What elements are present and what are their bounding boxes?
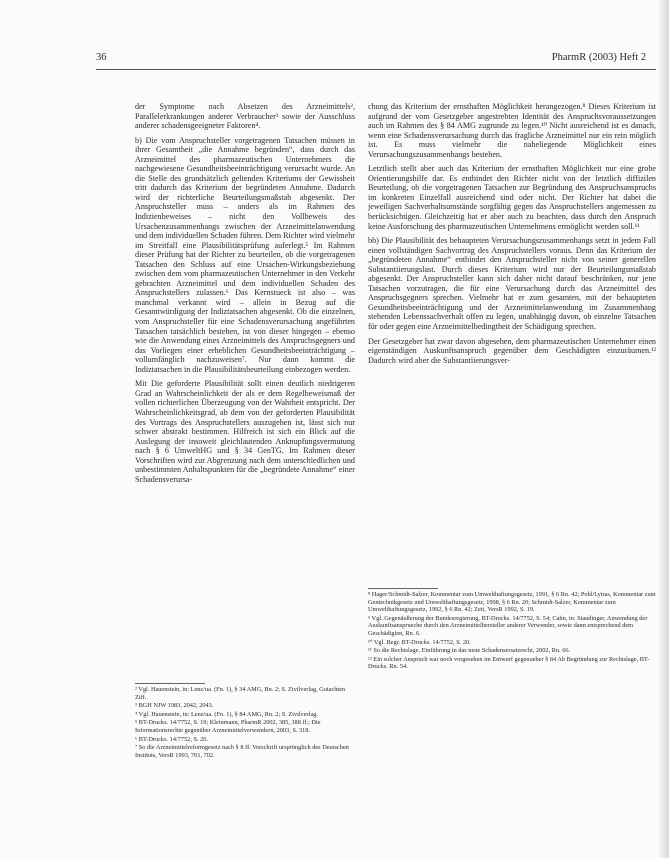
footnote: ⁵ BT-Drucks. 14/7752, S. 19; Kleinmann, PharmR 2002, 385, 388 ff.; Die Informationsrechte gegenüber Arzneimittelverwendern, 2003, S. 318. bbox=[135, 719, 321, 734]
footnote-divider-left bbox=[135, 683, 205, 684]
footnote: ⁹ Vgl. Gegenäußerung der Bundesregierung, BT-Drucks. 14/7752, S. 54; Cahn, in: Staudinger, Anwendung der Auskunftsansprueche durch den Arzneimittelhersteller anderer Verwender, sowie dann entsprechend dem Geschädigten, Rn. 6. bbox=[368, 614, 648, 637]
footnote: ⁸ Hager/Schmidt-Salzer, Kommentar zum Umwelthaftungsgesetz, 1991, § 6 Rn. 42; Pohl/Lytras, Kommentar zum Gentechnikgesetz und Umwelthaftungsgesetz, 1998, § 6 Rn. 20; Schmidt-Salzer, Kommentar zum Umwelthaftungsgesetz, 1992, § 6 Rn. 42; Zeit, VersR 1992, S. 19. bbox=[368, 591, 656, 614]
footnotes-right bbox=[368, 591, 656, 741]
paragraph: Letztlich stellt aber auch das Kriterium der ernsthaften Möglichkeit nur eine grobe Orientierungshilfe dar. Es entbindet den Richter nicht von der letztlich diffizilen Beurteilung, ob die vorgetragenen Tatsachen zur Begründung des Anspruchsanspruchs im konkreten Einzelfall ausreichend sind oder nicht. Der Richter hat dabei die jeweiligen Sachverhaltsumstände sorgfältig gegen das Anspruchstellers angemessen zu berücksichtigen. Gleichzeitig hat er aber auch zu beachten, dass durch den Anspruch keine Ausforschung des pharmazeutischen Unternehmens ermöglicht werden soll.¹¹ bbox=[368, 164, 656, 231]
running-header bbox=[96, 52, 656, 68]
page-number: 36 bbox=[96, 52, 107, 63]
footnote: ³ BGH NJW 1983, 2042, 2043. bbox=[135, 702, 214, 710]
footnote: ⁶ BT-Drucks. 14/7752, S. 20. bbox=[135, 735, 208, 743]
paragraph: der Symptome nach Absetzen des Arzneimittels², Parallelerkrankungen anderer Verbraucher³ sowie der Ausschluss anderer schadensgeeigneter Faktoren⁴. bbox=[135, 102, 355, 131]
paragraph: Mit Die geforderte Plausibilität sollt einen deutlich niedrigeren Grad an Wahrscheinlichkeit der als er dem Regelbeweismaß der vollen richterlichen Überzeugung von der Wahrheit entspricht. Der Wahrscheinlichkeitsgrad, ab dem von der geforderten Plausibilität des Vortrags des Anspruchstellers auszugehen ist, lässt sich nur schwer abstrakt bestimmen. Hilfreich ist sich ein Blick auf die Auslegung der insoweit gleichlautenden Anknupfungsvermutung nach § 6 UmweltHG und § 34 GenTG. Im Rahmen dieser Vorschriften wird zur Abgrenzung nach dem unterschiedlichen und unbestimmten Anhaltspunkten für die „begründete Annahme“ einer Schadensverursa- bbox=[135, 379, 355, 484]
footnote: ⁴ Vgl. Hauenstein, in: Lenz/ua. (Fn. 1), § 84 AMG, Rn. 2; S. Zivilverlag. bbox=[135, 710, 318, 718]
paragraph: chung das Kriterium der ernsthaften Möglichkeit herangezogen.⁸ Dieses Kriterium ist aufgrund der vom Gesetzgeber angestrebten Identität des Anspruchsvoraussetzungen auch im Rahmen des § 84 AMG zugrunde zu legen.¹⁰ Nicht ausreichend ist es danach, wenn eine Schadensverursachung durch das fragliche Arzneimittel nur ein rein möglich ist. Es muss vielmehr die naheliegende Möglichkeit eines Verursachungszusammenhangs bestehen. bbox=[368, 102, 656, 159]
page-edge-shadow bbox=[657, 0, 669, 858]
footnote-divider-right bbox=[368, 588, 438, 589]
footnote: ² Vgl. Hauenstein, in: Lenz/ua. (Fn. 1), § 34 AMG, Rn. 2; S. Zivilverlag, Gutachten Ziff. bbox=[135, 686, 346, 701]
footnote: ¹⁰ Vgl. Begr. BT-Drucks. 14/7752, S. 20. bbox=[368, 638, 471, 646]
journal-reference: PharmR (2003) Heft 2 bbox=[551, 52, 646, 63]
header-rule bbox=[96, 69, 656, 70]
footnotes-left bbox=[135, 686, 355, 826]
footnote: ¹² Ein solcher Anspruch war noch vorgesehen im Entwurf gegenueber § 84 Ab Begründung zur Rechtslage, BT-Drucks. Rn. 54. bbox=[368, 655, 650, 671]
left-column bbox=[135, 102, 355, 662]
paragraph: bb) Die Plausibilität des behaupteten Verursachungszusammenhangs setzt in jedem Fall einen vollständigen Sachvortrag des Anspruchstellers voraus. Denn das Kriterium der „begründeten Annahme“ entbindet den Anspruchsteller nicht von seiner generellen Substantiierungslast. Durch dieses Kriterium wird nur der Beurteilungsmaßstab abgesenkt. Der Anspruchsteller kann sich daher nicht darauf beschränken, nur jene Tatsachen vorzutragen, die für eine Verursachung durch das Arzneimittel des Anspruchsgegners sprechen. Vielmehr hat er zum gesamten, mit der behaupteten Gesundheitsbeeinträchtigung und der Arzneimittelanwendung im Zusammenhang stehenden Lebenssachverhalt offen zu legen, unabhängig davon, ob einzelne Tatsachen für oder gegen eine Arzneimittelbedingtheit der Schädigung sprechen. bbox=[368, 236, 656, 332]
paragraph: Der Gesetzgeber hat zwar davon abgesehen, dem pharmazeutischen Unternehmer einen eigenständigen Auskunftsanspruch gegenüber dem Geschädigten einzuräumen.¹² Dadurch wird aber die Substantiierungsver- bbox=[368, 336, 656, 365]
paragraph: b) Die vom Anspruchsteller vorgetragenen Tatsachen müssen in ihrer Gesamtheit „die Annahme begründen“, dass durch das Arzneimittel des pharmazeutischen Unternehmers die nachgewiesene Gesundheitsbeeinträchtigung verursacht wurde. An die Stelle des grundsätzlich geltenden Kriteriums der Gewissheit tritt dadurch das Kriterium der begründeten Annahme. Dadurch wird der richterliche Beurteilungsmaßstab abgesenkt. Der Anspruchsteller muss – anders als im Rahmen des Indizienbeweises – nicht den Vollbeweis des Ursachenzusammenhangs zwischen der Arzneimittelanwendung und dem individuellen Schaden führen. Dem Richter wird vielmehr im Streitfall eine Plausibilitätsprüfung auferlegt.⁵ Im Rahmen dieser Prüfung hat der Richter zu beurteilen, ob die vorgetragenen Tatsachen den Schluss auf eine Ursachen-Wirkungsbeziehung zwischen dem vom pharmazeutischen Unternehmer in den Verkehr gebrachten Arzneimittel und dem individuellen Schaden des Anspruchstellers zulassen.⁶ Das Kernstueck ist also – was manchmal verkannt wird – allein in Bezug auf die Gesamtwürdigung der Indiztatsachen abgesenkt. Ob die einzelnen, vom Anspruchsteller für eine Schadensverursachung angeführten Tatsachen tatsächlich bestehen, ist von dieser hingegen – ebenso wie die Anwendung eines Arzneimittels des Anspruchsgegners und das Vorliegen einer erheblichen Gesundheitsbeeinträchtigung – vollumfänglich nachzuweisen⁷. Nur dann kommt die Indiztatsachen in die Plausibilitätsbeurteilung einbezogen werden. bbox=[135, 135, 355, 374]
footnote: ¹¹ So die Rechtslage, Einführung in das neue Schadensersatzrecht, 2002, Rn. 66. bbox=[368, 647, 571, 655]
footnote: ⁷ So die Arzneimittelreformgesetz nach § 8 ff. Vorschrift ursprünglich des Deutschen Instituts, VersR 1993, 701, 702. bbox=[135, 744, 349, 759]
